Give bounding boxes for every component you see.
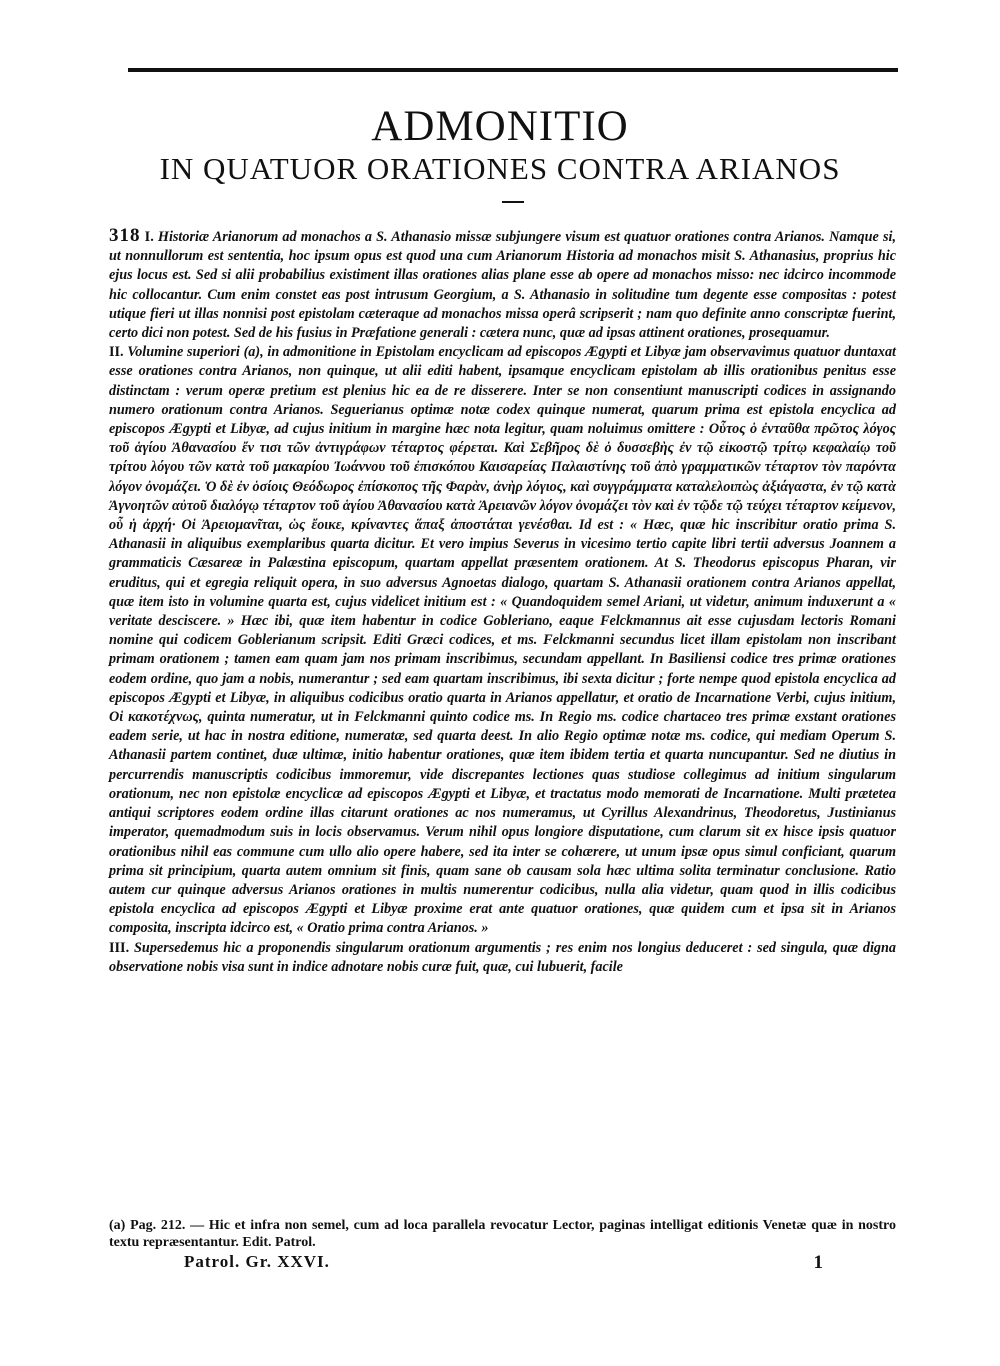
body-text	[109, 226, 896, 977]
column-number: 318	[109, 225, 141, 246]
section-1	[109, 226, 896, 343]
page-subtitle: IN QUATUOR ORATIONES CONTRA ARIANOS	[159, 151, 841, 186]
series-label: Patrol. Gr. XXVI.	[184, 1252, 330, 1271]
section-1-label: I.	[144, 229, 154, 245]
section-3-label: III.	[109, 939, 130, 956]
section-3	[109, 939, 896, 977]
section-3-text: Supersedemus hic a proponendis singularum orationum argumentis ; res enim nos longius deduceret : sed singula, quæ digna observatione nobis visa sunt in indice adnotare nobis curæ fuit, quæ, cui lubuerit, facile	[109, 939, 897, 975]
section-2-text: Volumine superiori (a), in admonitione in Epistolam encyclicam ad episcopos Ægypti et Libyæ jam observavimus quatuor duntaxat esse orationes contra Arianos, non quinque, ut alii editi habent, ipsamque encyclicam epistolam ab illis orationibus penitus esse distinctam : verum operæ pretium est plenius hic ea de re disserere. Inter se non consentiunt manuscripti codices in assignando numero orationum contra Arianos. Seguerianus optimæ notæ codex quinque numerat, quarum prima est epistola encyclica ad episcopos Ægypti et Libyæ, ad cujus initium in margine hæc nota legitur, quam noluimus omittere : Οὗτος ὁ ἐνταῦθα πρῶτος λόγος τοῦ ἁγίου Ἀθανασίου ἔν τισι τῶν ἀντιγράφων τέταρτος φέρεται. Καὶ Σεβῆρος δὲ ὁ δυσσεβὴς ἐν τῷ εἰκοστῷ τρίτῳ κεφαλαίῳ τοῦ τρίτου λόγου τῶν κατὰ τοῦ μακαρίου Ἰωάννου τοῦ ἐπισκόπου Καισαρείας Παλαιστίνης τοῦ ἀπὸ γραμματικῶν τέταρτον τὸν παρόντα λόγον ὀνομάζει. Ὁ δὲ ἐν ὁσίοις Θεόδωρος ἐπίσκοπος τῆς Φαρὰν, ἀνὴρ λόγιος, καὶ συγγράμματα καταλελοιπὼς ἀξιάγαστα, ἐν τῷ κατὰ Ἀγνοητῶν αὐτοῦ διαλόγῳ τέταρτον τοῦ ἁγίου Ἀθανασίου κατὰ Ἀρειανῶν λόγον ὀνομάζει τὸν καὶ ἐν τῷδε τῷ τεύχει τέταρτον κείμενον, οὗ ἡ ἀρχή· Οἱ Ἀρειομανῖται, ὡς ἔοικε, κρίναντες ἅπαξ ἀποστάται γενέσθαι. Id est : « Hæc, quæ hic inscribitur oratio prima S. Athanasii in aliquibus exemplaribus quarta dicitur. Et vero impius Severus in vicesimo tertio capite libri tertii adversus Joannem a grammaticis Cæsareæ in Palæstina episcopum, quartam appellat præsentem orationem. At S. Theodorus episcopus Pharan, vir eruditus, qui et egregia reliquit opera, in suo adversus Agnoetas dialogo, quartam S. Athanasii orationem contra Arianos appellat, quæ item isto in volumine quarta est, cujus videlicet initium est : « Quandoquidem semel Ariani, ut videtur, animum induxerunt a « veritate desciscere. » Hæc ibi, quæ item habentur in codice Gobleriano, eaque Felckmannus ait esse cujusdam lectoris Romani nomine qui codicem Goblerianum scripsit. Editi Græci codices, et ms. Felckmanni secundus licet illam epistolam non inscribant primam orationem ; tamen eam quam jam nos primam inscribimus, secundam appellant. In Basiliensi codice tres primæ orationes eodem ordine, quo jam a nobis, numerantur ; sed eam quartam inscribimus, ibi sexta dicitur ; forte nempe quod epistola encyclica ad episcopos Ægypti et Libyæ, in aliquibus codicibus oratio quarta in Arianos appellatur, et oratio de Incarnatione Verbi, cujus initium, Οἱ κακοτέχνως, quinta numeratur, ut in Felckmanni quinto codice ms. In Regio ms. codice chartaceo tres primæ exstant orationes eadem serie, ut hac in nostra editione, numeratæ, sed quarta deest. In alio Regio optimæ notæ ms. codice, qui mediam Operum S. Athanasii partem continet, duæ ultimæ, initio habentur orationes, quæ item ibidem tertia et quarta nuncupantur. Sed ne diutius in percurrendis manuscriptis codicibus immoremur, vide discrepantes lectiones quas studiose collegimus ad initium singularum orationum, nec non epistolæ encyclicæ ad episcopos Ægypti et Libyæ, et tractatus modo memorati de Incarnatione. Multi prætetea antiqui scriptores eodem ordine illas citarunt orationes ac nos numeramus, ut Cyrillus Alexandrinus, Theodoretus, Justinianus imperator, quemadmodum suis in locis observamus. Verum nihil opus longiore disputatione, cum clarum sit ex hisce ipsis quatuor orationibus nihil eas commune cum ullo alio opere habere, sed ita inter se cohærere, ut unum ipsæ opus simul conficiant, quarum prima sit principium, quarta autem omnium sit finis, quam sane ob causam sola hæc ultima solita terminatur conclusione. Ratio autem cur quinque adversus Arianos orationes in multis numerentur codicibus, nulla alia videtur, quam quod in illis codicibus epistola encyclica ad episcopos Ægypti et Libyæ proxime erat ante quatuor orationes, quæ quidem cum et ipsa sit in Arianos composita, inscripta idcirco est, « Oratio prima contra Arianos. »	[109, 344, 896, 937]
page-title: ADMONITIO	[371, 103, 629, 150]
title-divider	[502, 201, 524, 203]
section-2	[109, 343, 896, 938]
page-number: 1	[813, 1252, 824, 1273]
footnote: (a) Pag. 212. — Hic et infra non semel, cum ad loca parallela revocatur Lector, paginas intelligat editionis Venetæ quæ in nostro textu repræsentantur. Edit. Patrol.	[109, 1218, 896, 1250]
section-1-text: Historiæ Arianorum ad monachos a S. Athanasio missæ subjungere visum est quatuor orationes contra Arianos. Namque si, ut nonnullorum est sententia, hoc ipsum opus est quod una cum Arianorum Historia ad monachos misit S. Athanasius, proprius hic ejus locus est. Sed si alii probabilius existiment illas orationes alias plane esse ab opere ad monachos misso: nec idcirco incommode hic collocantur. Cum enim constet eas post intrusum Georgium, a S. Athanasio in solitudine tum degente esse compositas : potest utique fieri ut illas nonnisi post epistolam cæteraque ad monachos missa operâ scripserit ; nam quo definite anno conscriptæ fuerint, certo dici non potest. Sed de his fusius in Præfatione generali : cætera nunc, quæ ad ipsas attinent orationes, prosequamur.	[109, 229, 896, 342]
top-rule	[128, 68, 898, 72]
page-footer	[184, 1252, 824, 1272]
section-2-label: II.	[109, 344, 124, 361]
